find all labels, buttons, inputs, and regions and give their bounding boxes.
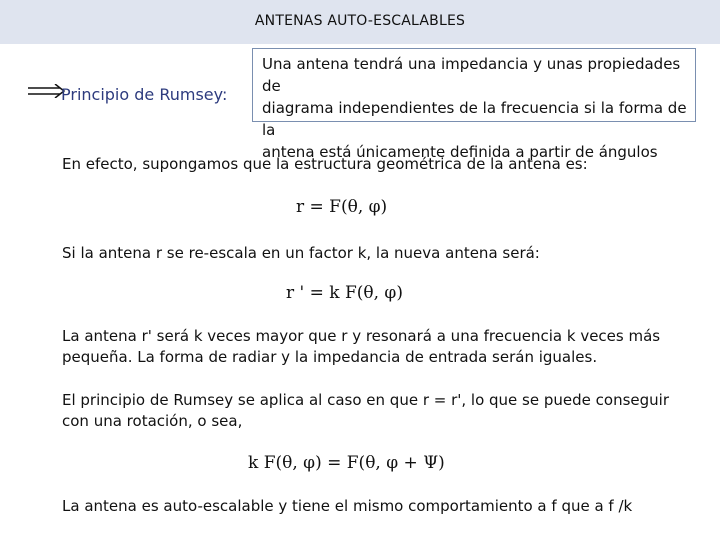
paragraph-1: En efecto, supongamos que la estructura geométrica de la antena es:: [62, 155, 588, 173]
page-title: ANTENAS AUTO-ESCALABLES: [254, 13, 466, 29]
paragraph-4: El principio de Rumsey se aplica al caso en que r = r', lo que se puede conseguir con una rotación, o sea,: [62, 391, 669, 430]
definition-text: Una antena tendrá una impedancia y unas propiedades de diagrama independientes de la frecuencia si la forma de la antena está únicamente definida a partir de ángulos: [262, 55, 687, 161]
definition-box: [252, 48, 696, 161]
formula-geometry: r = F(θ, φ): [296, 197, 388, 217]
paragraph-2: Si la antena r se re-escala en un factor k, la nueva antena será:: [62, 244, 540, 262]
title-bar: [0, 0, 720, 44]
principle-label: Principio de Rumsey:: [61, 85, 228, 104]
formula-rescaled: r ' = k F(θ, φ): [286, 283, 403, 303]
paragraph-5: La antena es auto-escalable y tiene el mismo comportamiento a f que a f /k: [62, 497, 633, 515]
formula-rotation: k F(θ, φ) = F(θ, φ + Ψ): [248, 453, 445, 473]
paragraph-3: La antena r' será k veces mayor que r y resonará a una frecuencia k veces más pequeña. La forma de radiar y la impedancia de entrada serán iguales.: [62, 327, 661, 366]
